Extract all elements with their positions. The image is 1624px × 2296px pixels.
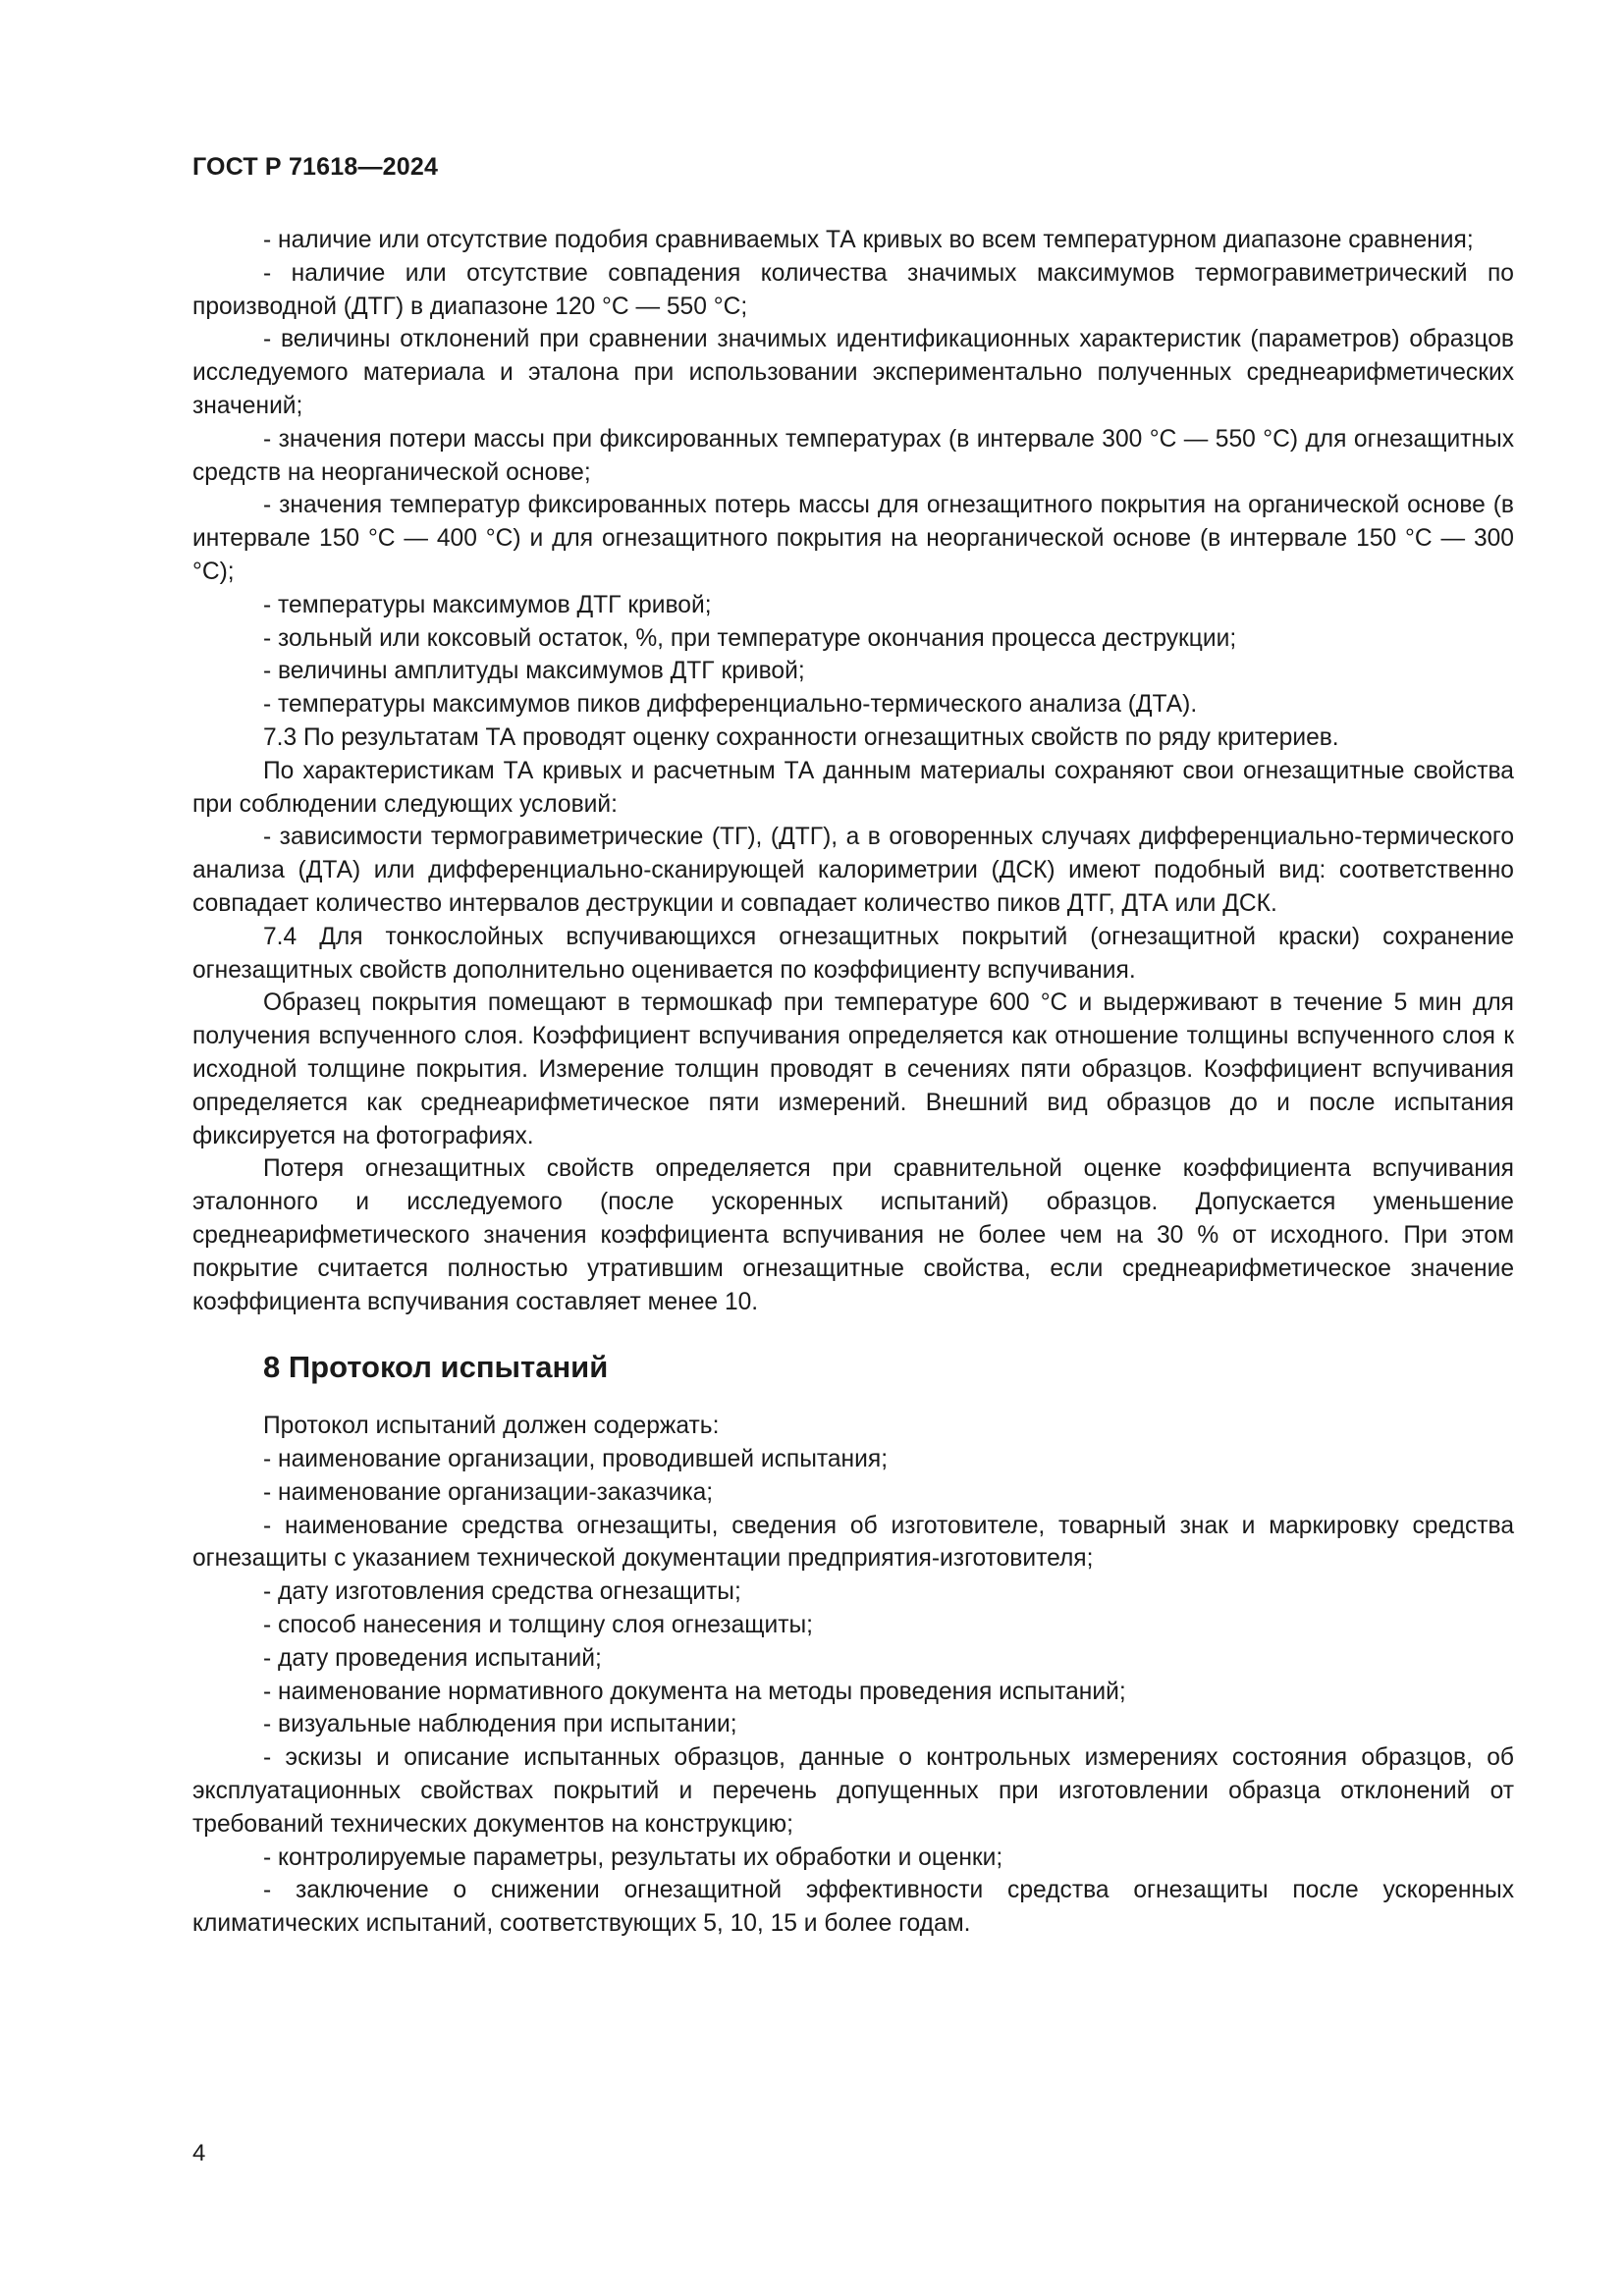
section-8-title: 8 Протокол испытаний bbox=[263, 1350, 609, 1385]
list-item: - эскизы и описание испытанных образцов, данные о контрольных измерениях состояния образцов, об эксплуатационных свойствах покрытий и перечень допущенных при изготовлении образца отклонений от требований технических документов на конструкцию; bbox=[192, 1744, 1514, 1838]
list-item: - дату изготовления средства огнезащиты; bbox=[263, 1578, 741, 1606]
paragraph: - зависимости термогравиметрические (ТГ), (ДТГ), а в оговоренных случаях дифференциально-термического анализа (ДТА) или дифференциально-сканирующей калориметрии (ДСК) имеют подобный вид: соответственно совпадает количество интервалов деструкции и совпадает количество пиков ДТГ, ДТА или ДСК. bbox=[192, 824, 1514, 917]
list-item: - наименование организации-заказчика; bbox=[263, 1478, 714, 1506]
paragraph: - значения температур фиксированных потерь массы для огнезащитного покрытия на органической основе (в интервале 150 °С — 400 °С) и для огнезащитного покрытия на неорганической основе (в интервале 150 °С — 300 °С); bbox=[192, 492, 1514, 585]
list-item: - наименование организации, проводившей испытания; bbox=[263, 1446, 889, 1473]
paragraph: По характеристикам ТА кривых и расчетным ТА данным материалы сохраняют свои огнезащитные свойства при соблюдении следующих условий: bbox=[192, 757, 1514, 818]
clause-7-3: 7.3 По результатам ТА проводят оценку сохранности огнезащитных свойств по ряду критериев. bbox=[263, 723, 1339, 751]
paragraph: - зольный или коксовый остаток, %, при температуре окончания процесса деструкции; bbox=[263, 624, 1237, 652]
list-item: - заключение о снижении огнезащитной эффективности средства огнезащиты после ускоренных климатических испытаний, соответствующих 5, 10, 15 и более годам. bbox=[192, 1877, 1514, 1938]
paragraph: - величины амплитуды максимумов ДТГ кривой; bbox=[263, 658, 805, 685]
paragraph: Потеря огнезащитных свойств определяется при сравнительной оценке коэффициента вспучивания эталонного и исследуемого (после ускоренных испытаний) образцов. Допускается уменьшение среднеарифметического значения коэффициента вспучивания не более чем на 30 % от исходного. При этом покрытие считается полностью утратившим огнезащитные свойства, если среднеарифметическое значение коэффициента вспучивания составляет менее 10. bbox=[192, 1155, 1514, 1315]
paragraph: Образец покрытия помещают в термошкаф при температуре 600 °С и выдерживают в течение 5 мин для получения вспученного слоя. Коэффициент вспучивания определяется как отношение толщины вспученного слоя к исходной толщине покрытия. Измерение толщин проводят в сечениях пяти образцов. Коэффициент вспучивания определяется как среднеарифметическое пяти измерений. Внешний вид образцов до и после испытания фиксируется на фотографиях. bbox=[192, 989, 1514, 1149]
paragraph: - температуры максимумов пиков дифференциально-термического анализа (ДТА). bbox=[263, 691, 1198, 719]
paragraph: Протокол испытаний должен содержать: bbox=[263, 1413, 720, 1440]
document-body bbox=[192, 224, 1514, 1941]
paragraph: - температуры максимумов ДТГ кривой; bbox=[263, 591, 712, 618]
list-item: - контролируемые параметры, результаты их обработки и оценки; bbox=[263, 1843, 1003, 1871]
page-number: 4 bbox=[192, 2140, 206, 2166]
document-code-header: ГОСТ Р 71618—2024 bbox=[192, 153, 439, 181]
paragraph: - наличие или отсутствие совпадения количества значимых максимумов термогравиметрический по производной (ДТГ) в диапазоне 120 °С — 550 °С; bbox=[192, 259, 1514, 320]
paragraph: - величины отклонений при сравнении значимых идентификационных характеристик (параметров) образцов исследуемого материала и эталона при использовании экспериментально полученных среднеарифметических значений; bbox=[192, 326, 1514, 419]
paragraph: - значения потери массы при фиксированных температурах (в интервале 300 °С — 550 °С) для огнезащитных средств на неорганической основе; bbox=[192, 425, 1514, 486]
list-item: - дату проведения испытаний; bbox=[263, 1644, 602, 1672]
list-item: - наименование средства огнезащиты, сведения об изготовителе, товарный знак и маркировку средства огнезащиты с указанием технической документации предприятия-изготовителя; bbox=[192, 1512, 1514, 1573]
list-item: - способ нанесения и толщину слоя огнезащиты; bbox=[263, 1612, 813, 1639]
clause-7-4: 7.4 Для тонкослойных вспучивающихся огнезащитных покрытий (огнезащитной краски) сохранение огнезащитных свойств дополнительно оценивается по коэффициенту вспучивания. bbox=[192, 923, 1514, 984]
list-item: - визуальные наблюдения при испытании; bbox=[263, 1711, 737, 1738]
paragraph: - наличие или отсутствие подобия сравниваемых ТА кривых во всем температурном диапазоне сравнения; bbox=[263, 227, 1474, 253]
list-item: - наименование нормативного документа на методы проведения испытаний; bbox=[263, 1678, 1126, 1705]
